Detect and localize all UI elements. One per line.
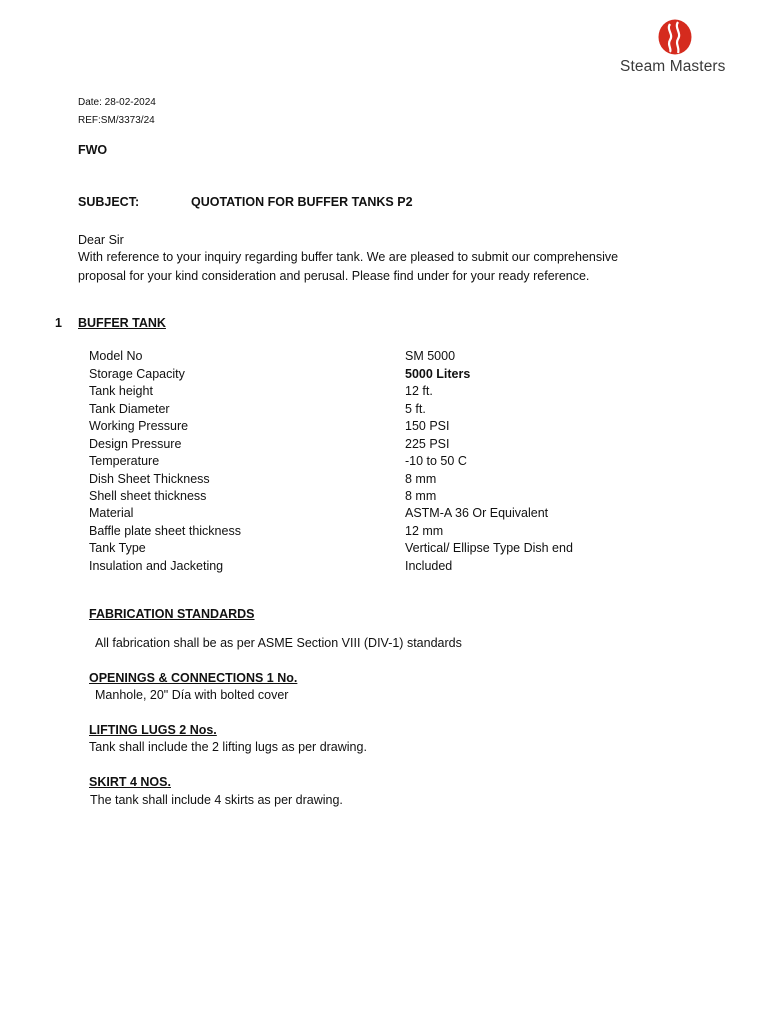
spec-row [89,349,649,366]
intro-line-1: With reference to your inquiry regarding buffer tank. We are pleased to submit our comprehensive [78,250,619,264]
spec-value: 8 mm [405,489,437,503]
spec-label: Tank Diameter [89,402,170,416]
spec-value: 8 mm [405,472,437,486]
spec-row [89,367,649,384]
spec-row [89,489,649,506]
spec-value: 5000 Liters [405,367,471,381]
spec-value: 150 PSI [405,419,450,433]
spec-label: Baffle plate sheet thickness [89,524,241,538]
reference-line: REF:SM/3373/24 [78,115,155,126]
section-number: 1 [55,316,62,330]
spec-value: ASTM-A 36 Or Equivalent [405,506,549,520]
spec-value: 225 PSI [405,437,450,451]
openings-text: Manhole, 20" Día with bolted cover [95,688,289,702]
date-line: Date: 28-02-2024 [78,97,156,108]
spec-row [89,506,649,523]
fabrication-heading: FABRICATION STANDARDS [89,607,255,621]
spec-row [89,384,649,401]
spec-label: Material [89,506,134,520]
spec-value: 12 mm [405,524,444,538]
intro-line-2: proposal for your kind consideration and perusal. Please find under for your ready reference. [78,269,590,283]
spec-value: -10 to 50 C [405,454,467,468]
section-title: BUFFER TANK [78,316,166,330]
spec-label: Dish Sheet Thickness [89,472,210,486]
spec-row [89,524,649,541]
spec-value: Included [405,559,453,573]
company-name: Steam Masters [620,58,726,75]
spec-value: 12 ft. [405,384,433,398]
spec-value: Vertical/ Ellipse Type Dish end [405,541,573,555]
spec-label: Temperature [89,454,160,468]
spec-label: Tank height [89,384,153,398]
spec-label: Tank Type [89,541,146,555]
company-logo [612,14,740,80]
skirt-heading: SKIRT 4 NOS. [89,775,171,789]
spec-label: Storage Capacity [89,367,185,381]
openings-heading: OPENINGS & CONNECTIONS 1 No. [89,671,298,685]
spec-value: 5 ft. [405,402,426,416]
fabrication-text: All fabrication shall be as per ASME Section VIII (DIV-1) standards [95,636,462,650]
spec-row [89,454,649,471]
spec-row [89,559,649,576]
spec-row [89,541,649,558]
steam-masters-logo-icon [657,18,693,56]
salutation: Dear Sir [78,233,124,247]
spec-label: Shell sheet thickness [89,489,207,503]
spec-label: Design Pressure [89,437,182,451]
lifting-text: Tank shall include the 2 lifting lugs as per drawing. [89,740,367,754]
subject-text: QUOTATION FOR BUFFER TANKS P2 [191,195,413,209]
subject-label: SUBJECT: [78,195,140,209]
spec-label: Working Pressure [89,419,189,433]
spec-row [89,472,649,489]
spec-row [89,419,649,436]
recipient: FWO [78,143,108,157]
spec-label: Model No [89,349,143,363]
spec-label: Insulation and Jacketing [89,559,224,573]
spec-value: SM 5000 [405,349,456,363]
skirt-text: The tank shall include 4 skirts as per drawing. [90,793,343,807]
spec-row [89,437,649,454]
lifting-heading: LIFTING LUGS 2 Nos. [89,723,217,737]
spec-row [89,402,649,419]
